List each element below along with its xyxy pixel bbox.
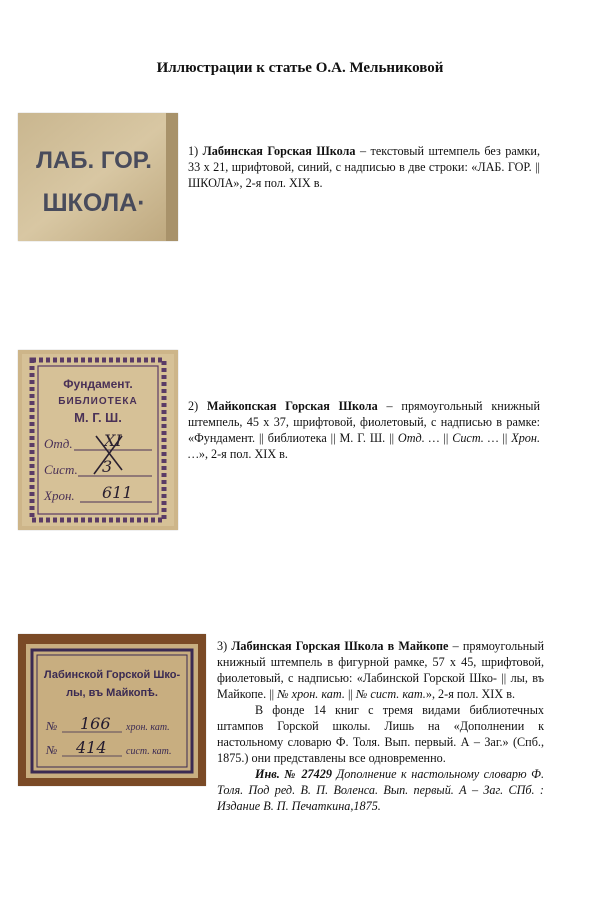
stamp-3-num2: №: [46, 743, 58, 757]
caption-1-desc: – текстовый штемпель без рамки, 33 х 21, шрифтовой, синий, с надписью в две строки: «ЛАБ. ГОР. || ШКОЛА», 2-я пол. XIX в.: [188, 144, 540, 190]
stamp-3-field1: хрон. кат.: [126, 722, 170, 733]
stamp-1-line1: ЛАБ. ГОР.: [36, 147, 152, 174]
stamp-2-field3: Хрон.: [44, 488, 75, 503]
page-title: Иллюстрации к статье О.А. Мельниковой: [156, 60, 444, 76]
stamp-photo-1: [18, 113, 178, 241]
stamp-1-line2: ШКОЛА·: [42, 189, 146, 217]
stamp-2-hand2: 3: [102, 457, 113, 476]
stamp-2-field1: Отд.: [44, 436, 73, 451]
stamp-photo-2: [18, 350, 178, 530]
stamp-2-field2: Сист.: [44, 462, 78, 477]
stamp-3-line2: лы, въ Майкопѣ.: [66, 687, 158, 699]
stamp-2-line1: Фундамент.: [63, 377, 133, 391]
caption-3: [217, 638, 544, 814]
stamp-3-field2: сист. кат.: [126, 746, 172, 757]
inventory-text: Дополнение к настольному словарю Ф. Толя. Под ред. В. П. Воленса. Вып. первый. А – Заг. СПб. : Издание В. П. Печаткина,1875.: [217, 767, 545, 813]
stamp-3-num1: №: [46, 719, 58, 733]
stamp-3-hand1: 166: [80, 714, 111, 733]
inventory-label: Инв. № 27429: [255, 767, 332, 781]
caption-3-entry: 3) Лабинская Горская Школа в Майкопе – прямоугольный книжный штемпель в фигурной рамке, 57 х 45, шрифтовой, фиолетовый, с надписью: «Лабинской Горской Шко- || лы, въ Майкопе. || № хрон. кат. || № сист. кат.», 2-я пол. XIX в.: [217, 639, 544, 701]
stamp-3-hand2: 414: [76, 738, 107, 757]
stamp-2-line2: БИБЛИОТЕКА: [58, 396, 138, 407]
caption-2-name: Майкопская Горская Школа: [206, 399, 378, 413]
stamp-2-line3: М. Г. Ш.: [74, 410, 122, 425]
caption-3-paragraph: В фонде 14 книг с тремя видами библиотечных штампов Горской школы. Лишь на «Дополнении к настольному словарю Ф. Толя. Вып. первый. А – Заг.» (Спб., 1875.) они представлены все одновременно.: [217, 703, 544, 765]
inventory-note: [217, 766, 544, 814]
stamp-2-hand1: XI: [104, 431, 122, 450]
stamp-3-line1: Лабинской Горской Шко-: [43, 669, 181, 681]
caption-2: 2) Майкопская Горская Школа – прямоугольный книжный штемпель, 45 х 37, шрифтовой, фиолетовый, с надписью в рамке: «Фундамент. || библиотека || М. Г. Ш. || Отд. … || Сист. … || Хрон. …», 2-я пол. XIX в.: [188, 399, 541, 461]
caption-1: 1) Лабинская Горская Школа – текстовый штемпель без рамки, 33 х 21, шрифтовой, синий, с надписью в две строки: «ЛАБ. ГОР. || ШКОЛА», 2-я пол. XIX в.: [188, 144, 540, 190]
caption-3-name: Лабинская Горская Школа в Майкопе: [231, 639, 449, 653]
stamp-photo-3: [18, 634, 206, 786]
stamp-2-hand3: 611: [102, 483, 133, 502]
caption-1-name: Лабинская Горская Школа: [202, 144, 356, 158]
